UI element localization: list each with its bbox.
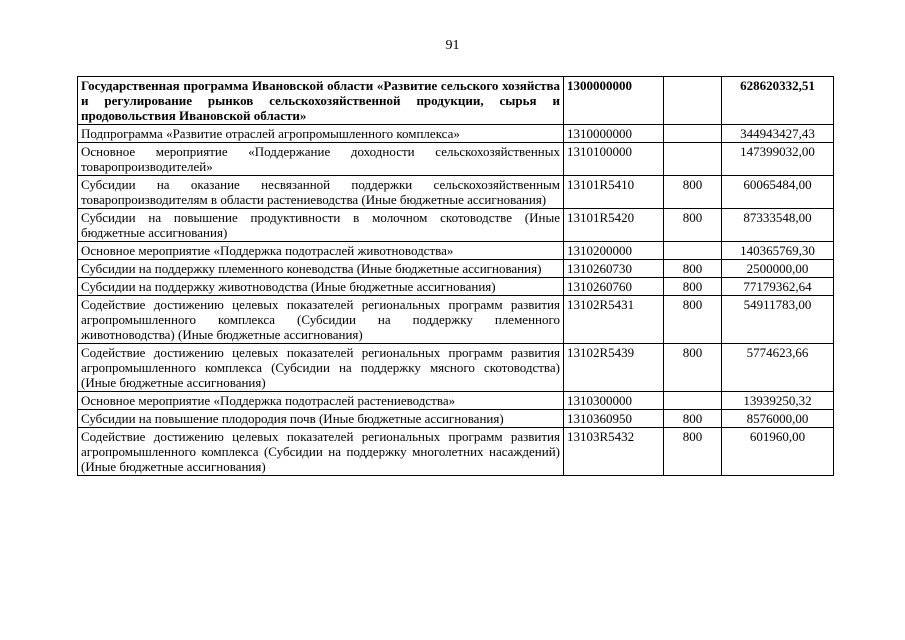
amount-cell: 54911783,00 (722, 296, 834, 344)
amount-cell: 77179362,64 (722, 278, 834, 296)
item-name-cell: Государственная программа Ивановской области «Развитие сельского хозяйства и регулирование рынков сельскохозяйственной продукции, сырья и продовольствия Ивановской области» (78, 77, 564, 125)
expense-type-cell (664, 77, 722, 125)
table-row (78, 428, 834, 476)
target-code-cell: 1310200000 (564, 242, 664, 260)
amount-cell: 13939250,32 (722, 392, 834, 410)
amount-cell: 628620332,51 (722, 77, 834, 125)
target-code-cell: 1310100000 (564, 143, 664, 176)
target-code-cell: 1300000000 (564, 77, 664, 125)
amount-cell: 344943427,43 (722, 125, 834, 143)
table-row (78, 278, 834, 296)
item-name-cell: Субсидии на поддержку племенного коневодства (Иные бюджетные ассигнования) (78, 260, 564, 278)
target-code-cell: 1310000000 (564, 125, 664, 143)
expense-type-cell (664, 143, 722, 176)
amount-cell: 60065484,00 (722, 176, 834, 209)
target-code-cell: 1310260730 (564, 260, 664, 278)
target-code-cell: 13101R5410 (564, 176, 664, 209)
expense-type-cell: 800 (664, 260, 722, 278)
expense-type-cell: 800 (664, 209, 722, 242)
table-row (78, 260, 834, 278)
amount-cell: 601960,00 (722, 428, 834, 476)
table-row (78, 77, 834, 125)
item-name-cell: Содействие достижению целевых показателей региональных программ развития агропромышленного комплекса (Субсидии на поддержку племенного животноводства) (Иные бюджетные ассигнования) (78, 296, 564, 344)
table-row (78, 344, 834, 392)
table-row (78, 125, 834, 143)
amount-cell: 8576000,00 (722, 410, 834, 428)
page-number: 91 (445, 38, 460, 53)
expense-type-cell: 800 (664, 278, 722, 296)
table-row (78, 296, 834, 344)
item-name-cell: Субсидии на поддержку животноводства (Иные бюджетные ассигнования) (78, 278, 564, 296)
item-name-cell: Основное мероприятие «Поддержка подотраслей растениеводства» (78, 392, 564, 410)
expense-type-cell (664, 125, 722, 143)
item-name-cell: Содействие достижению целевых показателей региональных программ развития агропромышленного комплекса (Субсидии на поддержку мясного скотоводства) (Иные бюджетные ассигнования) (78, 344, 564, 392)
table-row (78, 392, 834, 410)
amount-cell: 140365769,30 (722, 242, 834, 260)
target-code-cell: 1310300000 (564, 392, 664, 410)
expense-type-cell: 800 (664, 410, 722, 428)
target-code-cell: 13103R5432 (564, 428, 664, 476)
expense-type-cell: 800 (664, 428, 722, 476)
item-name-cell: Содействие достижению целевых показателей региональных программ развития агропромышленного комплекса (Субсидии на поддержку многолетних насаждений) (Иные бюджетные ассигнования) (78, 428, 564, 476)
target-code-cell: 1310360950 (564, 410, 664, 428)
target-code-cell: 1310260760 (564, 278, 664, 296)
target-code-cell: 13102R5439 (564, 344, 664, 392)
amount-cell: 2500000,00 (722, 260, 834, 278)
item-name-cell: Субсидии на повышение плодородия почв (Иные бюджетные ассигнования) (78, 410, 564, 428)
target-code-cell: 13102R5431 (564, 296, 664, 344)
item-name-cell: Основное мероприятие «Поддержка подотраслей животноводства» (78, 242, 564, 260)
item-name-cell: Подпрограмма «Развитие отраслей агропромышленного комплекса» (78, 125, 564, 143)
expense-type-cell (664, 242, 722, 260)
amount-cell: 87333548,00 (722, 209, 834, 242)
table-row (78, 176, 834, 209)
expense-type-cell: 800 (664, 344, 722, 392)
item-name-cell: Субсидии на повышение продуктивности в молочном скотоводстве (Иные бюджетные ассигнования) (78, 209, 564, 242)
table-row (78, 209, 834, 242)
amount-cell: 5774623,66 (722, 344, 834, 392)
target-code-cell: 13101R5420 (564, 209, 664, 242)
budget-table-body (78, 77, 834, 476)
table-row (78, 410, 834, 428)
table-row (78, 143, 834, 176)
budget-table (77, 76, 834, 476)
item-name-cell: Основное мероприятие «Поддержание доходности сельскохозяйственных товаропроизводителей» (78, 143, 564, 176)
table-row (78, 242, 834, 260)
expense-type-cell (664, 392, 722, 410)
item-name-cell: Субсидии на оказание несвязанной поддержки сельскохозяйственным товаропроизводителям в области растениеводства (Иные бюджетные ассигнования) (78, 176, 564, 209)
amount-cell: 147399032,00 (722, 143, 834, 176)
expense-type-cell: 800 (664, 296, 722, 344)
expense-type-cell: 800 (664, 176, 722, 209)
